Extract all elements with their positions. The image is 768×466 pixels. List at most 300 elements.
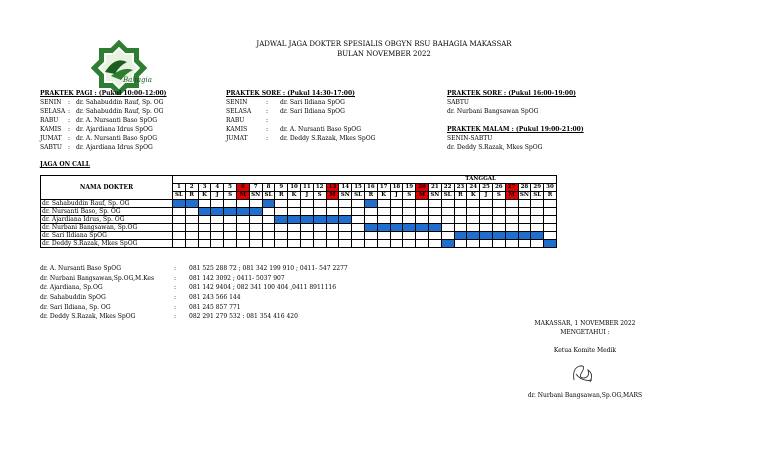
- duty-cell: [441, 216, 454, 224]
- phone-colon: :: [174, 265, 177, 272]
- schedule-day: KAMIS: [226, 126, 248, 133]
- schedule-colon: :: [68, 108, 71, 115]
- duty-cell: [352, 224, 365, 232]
- duty-cell: [275, 232, 288, 240]
- hospital-logo: [79, 40, 159, 95]
- duty-cell: [492, 208, 505, 216]
- weekday-cell: J: [390, 192, 403, 200]
- duty-cell: [339, 200, 352, 208]
- duty-cell: [531, 240, 544, 248]
- schedule-doctor: dr. A. Nursanti Baso SpOG: [76, 135, 157, 142]
- duty-cell: [326, 224, 339, 232]
- weekday-cell: S: [492, 192, 505, 200]
- duty-cell: [288, 208, 301, 216]
- date-cell: 18: [390, 184, 403, 192]
- weekday-cell: SN: [251, 192, 261, 198]
- duty-cell: [416, 216, 429, 224]
- date-cell: 10: [288, 184, 301, 192]
- duty-cell: [262, 224, 275, 232]
- duty-cell: [428, 240, 441, 248]
- duty-cell-on: [211, 208, 224, 216]
- weekday-cell: SL: [173, 192, 186, 200]
- weekday-cell: J: [211, 192, 224, 200]
- duty-cell: [403, 208, 416, 216]
- date-cell: 9: [275, 184, 288, 192]
- duty-cell: [416, 208, 429, 216]
- duty-cell: [300, 232, 313, 240]
- weekday-cell: K: [377, 192, 390, 200]
- duty-cell: [262, 216, 275, 224]
- date-cell: 11: [300, 184, 313, 192]
- phone-list: [40, 265, 420, 323]
- duty-cell: [531, 200, 544, 208]
- phone-row: [40, 265, 420, 275]
- duty-cell: [352, 240, 365, 248]
- schedule-day: SABTU: [40, 144, 62, 151]
- duty-cell: [173, 240, 186, 248]
- duty-cell: [390, 208, 403, 216]
- duty-cell: [300, 224, 313, 232]
- duty-cell: [275, 208, 288, 216]
- page-subtitle: BULAN NOVEMBER 2022: [337, 50, 431, 58]
- duty-cell: [300, 208, 313, 216]
- duty-cell-on: [249, 208, 262, 216]
- duty-cell: [313, 200, 326, 208]
- duty-cell: [480, 216, 493, 224]
- sore2-doctor: dr. Nurbani Bangsawan SpOG: [447, 108, 539, 115]
- date-cell: 4: [211, 184, 224, 192]
- duty-cell: [467, 208, 480, 216]
- phone-doctor-name: dr. Sari Ildiana, Sp. OG: [40, 303, 111, 311]
- schedule-doctor: dr. Deddy S.Razak, Mkes SpOG: [280, 135, 376, 142]
- phone-number: 081 245 857 771: [189, 303, 241, 311]
- table-row: [41, 216, 557, 224]
- duty-cell-on: [364, 224, 377, 232]
- date-cell: 30: [544, 184, 557, 192]
- duty-cell: [236, 240, 249, 248]
- date-cell: 25: [480, 184, 493, 192]
- phone-doctor-name: dr. Ajardiana, Sp.OG: [40, 284, 103, 292]
- duty-cell: [441, 200, 454, 208]
- duty-cell: [224, 216, 237, 224]
- name-column-header: NAMA DOKTER: [41, 176, 173, 200]
- date-cell: 8: [262, 184, 275, 192]
- duty-cell: [313, 240, 326, 248]
- schedule-colon: :: [68, 117, 71, 124]
- duty-cell: [454, 216, 467, 224]
- duty-cell: [505, 216, 518, 224]
- weekday-cell: SN: [519, 192, 529, 198]
- table-row: [41, 208, 557, 216]
- date-cell: 6: [236, 184, 249, 192]
- date-cell: 24: [467, 184, 480, 192]
- duty-cell: [403, 232, 416, 240]
- duty-cell: [480, 224, 493, 232]
- duty-cell-on: [480, 232, 493, 240]
- duty-cell: [531, 224, 544, 232]
- duty-cell: [313, 232, 326, 240]
- duty-cell: [428, 200, 441, 208]
- duty-cell: [313, 208, 326, 216]
- duty-cell-on: [467, 232, 480, 240]
- duty-cell: [198, 200, 211, 208]
- table-row: [41, 224, 557, 232]
- duty-cell: [326, 208, 339, 216]
- duty-cell: [224, 200, 237, 208]
- phone-colon: :: [174, 294, 177, 302]
- schedule-row: [226, 126, 375, 135]
- duty-cell: [544, 208, 557, 216]
- schedule-colon: :: [68, 99, 71, 106]
- duty-cell: [224, 224, 237, 232]
- schedule-day: SENIN: [226, 99, 248, 106]
- duty-cell: [416, 232, 429, 240]
- sore1-heading: PRAKTEK SORE : (Pukul 14:30-17:00): [226, 90, 355, 97]
- doctor-name-cell: dr. Sahabuddin Rauf, Sp. OG: [41, 200, 173, 208]
- schedule-colon: :: [266, 99, 269, 106]
- duty-cell: [185, 240, 198, 248]
- duty-cell: [377, 216, 390, 224]
- weekday-cell: M: [326, 192, 339, 200]
- weekday-cell: SL: [441, 192, 454, 200]
- weekday-cell: K: [288, 192, 301, 200]
- duty-cell-on: [416, 224, 429, 232]
- duty-cell: [441, 208, 454, 216]
- duty-cell: [454, 208, 467, 216]
- duty-cell: [377, 232, 390, 240]
- duty-cell: [518, 224, 531, 232]
- duty-cell-on: [173, 200, 186, 208]
- schedule-row: [226, 108, 375, 117]
- weekday-cell: R: [185, 192, 198, 200]
- date-cell: 27: [505, 184, 518, 192]
- duty-cell: [416, 200, 429, 208]
- duty-cell: [416, 240, 429, 248]
- table-row: [41, 200, 557, 208]
- duty-cell: [518, 240, 531, 248]
- date-cell: 5: [224, 184, 237, 192]
- phone-doctor-name: dr. Sahabuddin SpOG: [40, 294, 106, 302]
- signature-ack: MENGETAHUI :: [560, 329, 610, 336]
- phone-row: [40, 313, 420, 323]
- duty-cell: [390, 240, 403, 248]
- phone-row: [40, 284, 420, 294]
- weekday-cell: S: [403, 192, 416, 200]
- duty-cell: [377, 240, 390, 248]
- duty-cell: [339, 240, 352, 248]
- duty-cell: [403, 200, 416, 208]
- duty-cell: [313, 224, 326, 232]
- duty-cell: [480, 208, 493, 216]
- schedule-doctor: dr. Sahabuddin Rauf, Sp. OG: [76, 99, 164, 106]
- schedule-day: SELASA: [40, 108, 66, 115]
- duty-cell-on: [339, 216, 352, 224]
- schedule-colon: :: [68, 126, 71, 133]
- schedule-day: JUMAT: [226, 135, 248, 142]
- duty-cell: [467, 216, 480, 224]
- date-cell: 1: [173, 184, 186, 192]
- duty-cell-on: [326, 216, 339, 224]
- phone-row: [40, 304, 420, 314]
- table-row: [41, 240, 557, 248]
- schedule-row: [226, 135, 375, 144]
- duty-cell: [288, 200, 301, 208]
- schedule-day: KAMIS: [40, 126, 62, 133]
- signature-place-date: MAKASSAR, 1 NOVEMBER 2022: [534, 320, 636, 327]
- weekday-cell: SL: [352, 192, 365, 200]
- duty-cell: [275, 200, 288, 208]
- sore1-schedule: [226, 99, 375, 144]
- duty-cell: [339, 232, 352, 240]
- phone-doctor-name: dr. A. Nursanti Baso SpOG: [40, 265, 121, 272]
- duty-cell: [492, 216, 505, 224]
- sore2-heading: PRAKTEK SORE : (Pukul 16:00-19:00): [447, 90, 576, 97]
- schedule-row: [40, 108, 163, 117]
- duty-cell: [467, 240, 480, 248]
- weekday-cell: SL: [262, 192, 275, 200]
- duty-cell: [262, 240, 275, 248]
- date-cell: 20: [416, 184, 429, 192]
- pagi-schedule: [40, 99, 163, 153]
- weekday-cell: R: [454, 192, 467, 200]
- malam-heading: PRAKTEK MALAM : (Pukul 19:00-21:00): [447, 126, 584, 133]
- weekday-cell: M: [236, 192, 249, 200]
- duty-cell: [185, 216, 198, 224]
- date-cell: 28: [518, 184, 531, 192]
- duty-cell: [364, 208, 377, 216]
- doctor-name-cell: dr. Sari Ildiana SpOG: [41, 232, 173, 240]
- duty-cell: [249, 216, 262, 224]
- duty-cell: [364, 232, 377, 240]
- date-cell: 12: [313, 184, 326, 192]
- duty-cell: [454, 240, 467, 248]
- duty-cell: [326, 240, 339, 248]
- schedule-row: [40, 126, 163, 135]
- weekday-cell: J: [480, 192, 493, 200]
- schedule-row: [40, 135, 163, 144]
- duty-cell: [518, 200, 531, 208]
- duty-cell: [236, 224, 249, 232]
- weekday-cell: M: [416, 192, 429, 200]
- phone-number: 081 243 566 144: [189, 294, 241, 302]
- date-cell: 26: [492, 184, 505, 192]
- duty-cell: [428, 208, 441, 216]
- duty-cell: [467, 224, 480, 232]
- doctor-name-cell: dr. Ajardiana Idrus, Sp. OG: [41, 216, 173, 224]
- duty-cell: [441, 224, 454, 232]
- table-row: [41, 232, 557, 240]
- duty-cell: [249, 232, 262, 240]
- schedule-row: [40, 144, 163, 153]
- duty-cell-on: [454, 232, 467, 240]
- duty-cell: [198, 224, 211, 232]
- duty-cell: [352, 208, 365, 216]
- malam-doctor: dr. Deddy S.Razak, Mkes SpOG: [447, 144, 543, 151]
- page-title: JADWAL JAGA DOKTER SPESIALIS OBGYN RSU BAHAGIA MAKASSAR: [256, 40, 512, 48]
- duty-cell: [531, 208, 544, 216]
- duty-cell-on: [441, 240, 454, 248]
- phone-doctor-name: dr. Nurbani Bangsawan,Sp.OG,M.Kes: [40, 274, 155, 282]
- duty-cell: [224, 240, 237, 248]
- weekday-cell: R: [544, 192, 557, 200]
- malam-day: SENIN-SABTU: [447, 135, 493, 142]
- duty-cell: [173, 232, 186, 240]
- duty-cell: [211, 224, 224, 232]
- duty-cell: [403, 216, 416, 224]
- duty-cell: [173, 216, 186, 224]
- weekday-cell: R: [275, 192, 288, 200]
- phone-row: [40, 275, 420, 285]
- date-cell: 23: [454, 184, 467, 192]
- duty-cell: [390, 232, 403, 240]
- duty-cell: [224, 232, 237, 240]
- schedule-colon: :: [68, 144, 71, 151]
- weekday-cell: K: [467, 192, 480, 200]
- duty-cell: [185, 232, 198, 240]
- duty-cell: [198, 216, 211, 224]
- date-cell: 15: [352, 184, 365, 192]
- oncall-table: [40, 175, 557, 248]
- schedule-doctor: dr. A. Nursanti Baso SpOG: [76, 117, 157, 124]
- schedule-doctor: dr. Sahabuddin Rauf, Sp. OG: [76, 108, 164, 115]
- schedule-colon: :: [266, 135, 269, 142]
- date-cell: 21: [428, 184, 441, 192]
- duty-cell: [211, 200, 224, 208]
- date-cell: 19: [403, 184, 416, 192]
- duty-cell: [492, 200, 505, 208]
- duty-cell-on: [262, 200, 275, 208]
- schedule-doctor: dr. Ajardiana Idrus SpOG: [76, 144, 153, 151]
- phone-number: 081 142 3092 ; 0411- 5037 907: [189, 274, 285, 282]
- duty-cell: [339, 208, 352, 216]
- duty-cell: [185, 224, 198, 232]
- pagi-heading: PRAKTEK PAGI : (Pukul 10:00-12:00): [40, 90, 167, 97]
- duty-cell-on: [275, 216, 288, 224]
- signature-mark: [568, 360, 598, 386]
- oncall-heading: JAGA ON CALL: [40, 161, 91, 168]
- schedule-doctor: dr. Ajardiana Idrus SpOG: [76, 126, 153, 133]
- duty-cell: [454, 200, 467, 208]
- duty-cell-on: [390, 224, 403, 232]
- duty-cell: [454, 224, 467, 232]
- duty-cell: [544, 232, 557, 240]
- weekday-cell: J: [300, 192, 313, 200]
- schedule-row: [226, 117, 375, 126]
- duty-cell: [544, 200, 557, 208]
- signature-name: dr. Nurbani Bangsawan,Sp.OG,MARS: [527, 392, 643, 399]
- duty-cell: [492, 240, 505, 248]
- duty-cell: [518, 216, 531, 224]
- duty-cell: [364, 216, 377, 224]
- date-cell: 22: [441, 184, 454, 192]
- duty-cell: [505, 208, 518, 216]
- duty-cell: [300, 240, 313, 248]
- weekday-cell: SN: [340, 192, 350, 198]
- duty-cell: [505, 224, 518, 232]
- duty-cell: [249, 240, 262, 248]
- duty-cell: [428, 232, 441, 240]
- schedule-row: [226, 99, 375, 108]
- duty-cell: [352, 200, 365, 208]
- duty-cell: [467, 200, 480, 208]
- duty-cell-on: [403, 224, 416, 232]
- phone-row: [40, 294, 420, 304]
- phone-number: 081 525 288 72 ; 081 342 199 910 ; 0411- 547 2277: [189, 265, 348, 272]
- duty-cell: [505, 200, 518, 208]
- phone-colon: :: [174, 313, 177, 321]
- duty-cell-on: [185, 200, 198, 208]
- duty-cell-on: [531, 232, 544, 240]
- duty-cell: [544, 224, 557, 232]
- date-cell: 29: [531, 184, 544, 192]
- duty-cell: [505, 240, 518, 248]
- duty-cell: [173, 224, 186, 232]
- weekday-cell: SN: [430, 192, 440, 198]
- doctor-name-cell: dr. Deddy S.Razak, Mkes SpOG: [41, 240, 173, 248]
- doctor-name-cell: dr. Nursanti Baso, Sp. OG: [41, 208, 173, 216]
- duty-cell: [185, 208, 198, 216]
- duty-cell: [480, 200, 493, 208]
- duty-cell: [198, 240, 211, 248]
- duty-cell: [288, 240, 301, 248]
- duty-cell: [518, 208, 531, 216]
- duty-cell: [211, 240, 224, 248]
- duty-cell-on: [364, 200, 377, 208]
- duty-cell: [275, 224, 288, 232]
- schedule-colon: :: [68, 135, 71, 142]
- logo-text: Bahagia: [123, 76, 152, 84]
- duty-cell: [544, 216, 557, 224]
- date-cell: 7: [249, 184, 262, 192]
- duty-cell: [377, 200, 390, 208]
- schedule-doctor: dr. Sari Ildiana SpOG: [280, 108, 345, 115]
- duty-cell: [275, 240, 288, 248]
- duty-cell-on: [288, 216, 301, 224]
- schedule-row: [40, 117, 163, 126]
- duty-cell: [236, 232, 249, 240]
- date-cell: 16: [364, 184, 377, 192]
- schedule-row: [40, 99, 163, 108]
- tanggal-header: TANGGAL: [173, 176, 557, 184]
- phone-doctor-name: dr. Deddy S.Razak, Mkes SpOG: [40, 313, 136, 321]
- duty-cell: [339, 224, 352, 232]
- duty-cell: [288, 224, 301, 232]
- phone-number: 081 142 9404 ; 082 341 100 404 ,0411 8911116: [189, 284, 337, 292]
- date-cell: 17: [377, 184, 390, 192]
- duty-cell-on: [198, 208, 211, 216]
- duty-cell: [352, 232, 365, 240]
- schedule-doctor: dr. Sari Ildiana SpOG: [280, 99, 345, 106]
- schedule-doctor: dr. A. Nursanti Baso SpOG: [280, 126, 361, 133]
- date-cell: 13: [326, 184, 339, 192]
- schedule-colon: :: [266, 117, 269, 124]
- duty-cell: [326, 232, 339, 240]
- duty-cell: [377, 208, 390, 216]
- duty-cell: [364, 240, 377, 248]
- duty-cell: [300, 200, 313, 208]
- duty-cell: [198, 232, 211, 240]
- duty-cell: [326, 200, 339, 208]
- weekday-cell: S: [224, 192, 237, 200]
- duty-cell: [211, 232, 224, 240]
- duty-cell: [352, 216, 365, 224]
- schedule-day: SENIN: [40, 99, 62, 106]
- duty-cell-on: [313, 216, 326, 224]
- duty-cell: [428, 216, 441, 224]
- phone-colon: :: [174, 284, 177, 292]
- phone-colon: :: [174, 274, 177, 282]
- duty-cell: [211, 216, 224, 224]
